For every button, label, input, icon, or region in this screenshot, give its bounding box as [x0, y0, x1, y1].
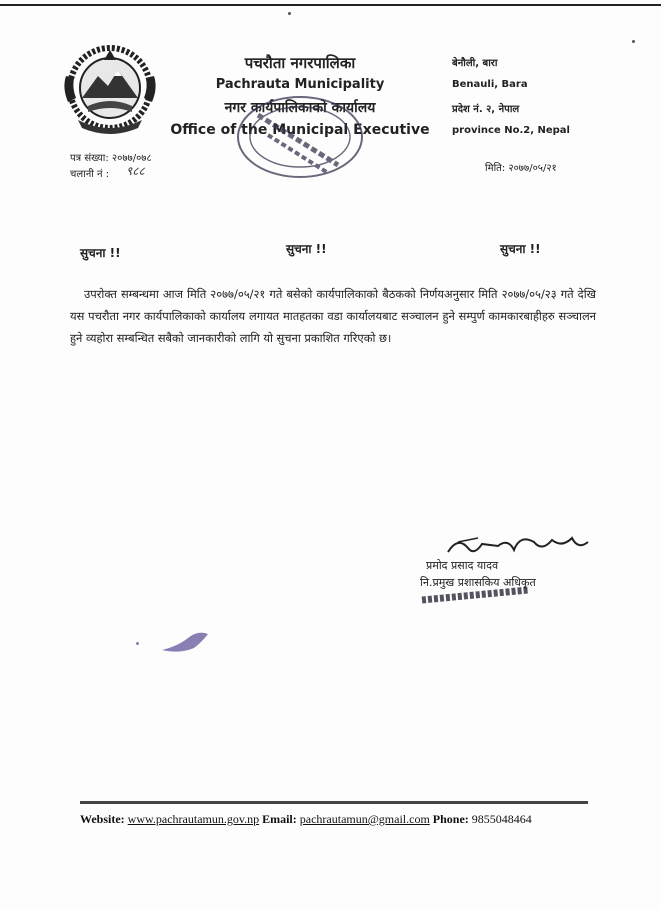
dispatch-number-label: चलानी नं : — [70, 169, 110, 180]
website-link[interactable]: www.pachrautamun.gov.np — [127, 812, 260, 826]
email-label: Email: — [262, 812, 297, 826]
municipality-name-en: Pachrauta Municipality — [215, 77, 385, 92]
footer-contact — [80, 812, 600, 827]
notice-heading-left: सुचना !! — [80, 246, 121, 260]
ink-blot — [158, 628, 218, 654]
handwritten-signature-icon — [438, 528, 598, 560]
municipal-office-round-stamp-icon — [228, 95, 366, 185]
address-np: बेनौली, बारा — [452, 58, 498, 69]
letter-date: मिति: २०७७/०५/२१ — [485, 163, 557, 174]
top-border-rule — [0, 4, 661, 6]
dispatch-number-value: ९८८ — [126, 164, 145, 178]
office-name-np: नगर कार्यपालिकाको कार्यालय — [224, 100, 376, 116]
office-name-en: Office of the Municipal Executive — [170, 122, 430, 138]
notice-heading-right: सुचना !! — [500, 242, 541, 256]
signer-name: प्रमोद प्रसाद यादव — [426, 559, 499, 572]
province-np: प्रदेश नं. २, नेपाल — [452, 104, 520, 115]
speck — [632, 40, 635, 43]
email-link[interactable]: pachrautamun@gmail.com — [299, 812, 430, 826]
reference-number: पत्र संख्या: २०७७/०७८ — [70, 153, 152, 164]
municipality-name-np: पचरौता नगरपालिका — [244, 54, 356, 72]
address-en: Benauli, Bara — [452, 79, 528, 90]
speck — [136, 642, 139, 645]
nepal-government-emblem-icon — [58, 40, 162, 136]
signer-title: नि.प्रमुख प्रशासकिय अधिकृत — [420, 576, 536, 589]
website-label: Website: — [80, 812, 125, 826]
province-en: province No.2, Nepal — [452, 125, 570, 136]
footer-rule — [80, 801, 588, 804]
notice-body: उपरोक्त सम्बन्धमा आज मिति २०७७/०५/२१ गते बसेको कार्यपालिकाको बैठकको निर्णयअनुसार मिति २०७७/०५/२३ गते देखि यस पचरौता नगर कार्यपालिकाको कार्यालय लगायत मातहतका वडा कार्यालयबाट सञ्चालन हुने सम्पुर्ण कामकारबाहीहरु सञ्चालन हुने व्यहोरा सम्बन्धित सबैको जानकारीको लागि यो सुचना प्रकाशित गरिएको छ। — [70, 287, 596, 345]
phone-number: 9855048464 — [471, 812, 532, 826]
phone-label: Phone: — [432, 812, 469, 826]
speck — [288, 12, 291, 15]
designation-stamp-icon — [420, 582, 530, 608]
notice-heading-center: सुचना !! — [286, 242, 327, 256]
